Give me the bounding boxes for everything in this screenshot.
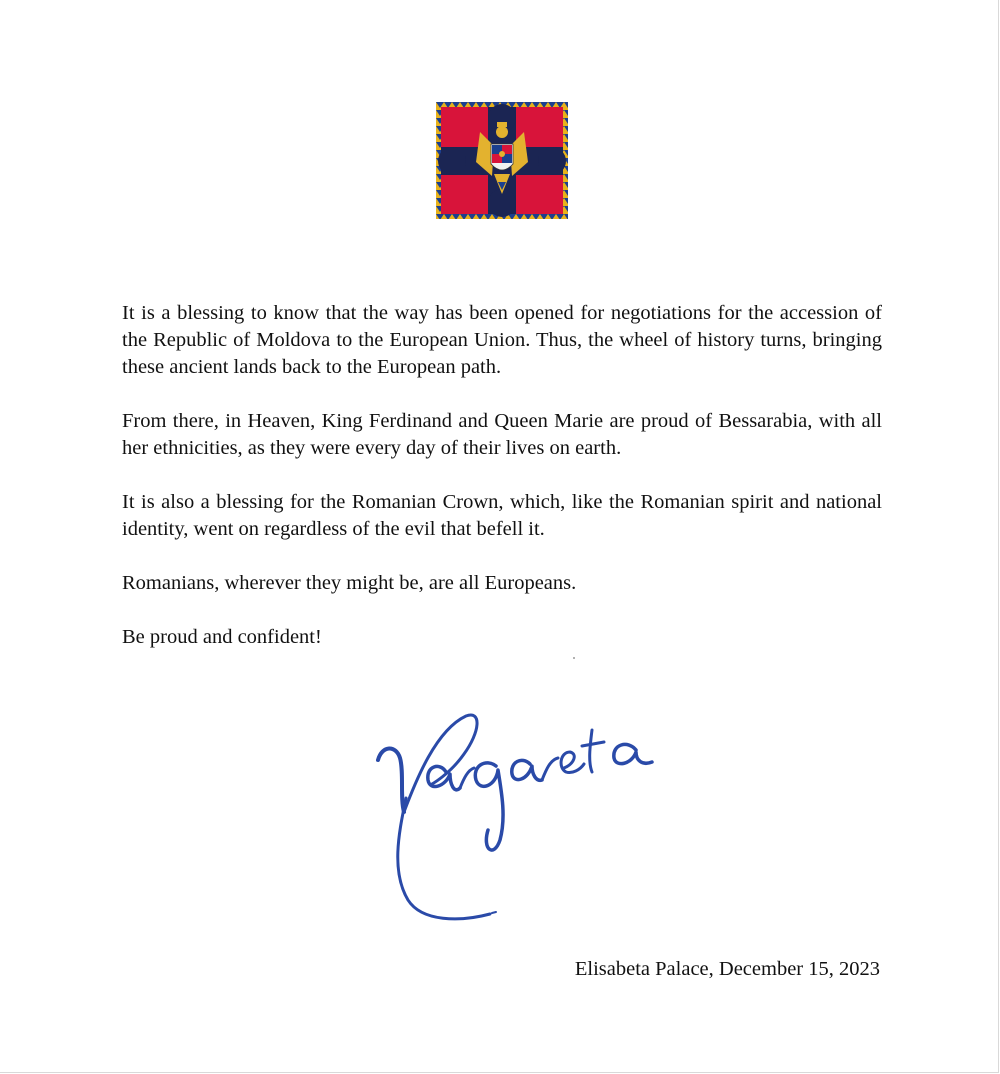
letter-paragraph: From there, in Heaven, King Ferdinand and Queen Marie are proud of Bessarabia, with all her ethnicities, as they were every day of their lives on earth. bbox=[122, 410, 882, 459]
letter-paragraph: Romanians, wherever they might be, are all Europeans. bbox=[122, 572, 577, 594]
closing-place-date: Elisabeta Palace, December 15, 2023 bbox=[574, 958, 880, 980]
letter-paragraph: It is a blessing to know that the way has been opened for negotiations for the accession of the Republic of Moldova to the European Union. Thus, the wheel of history turns, bringing these ancient lands back to the European path. bbox=[122, 302, 882, 378]
letter-paragraph: It is also a blessing for the Romanian Crown, which, like the Romanian spirit and national identity, went on regardless of the evil that befell it. bbox=[122, 491, 882, 540]
royal-standard-crest-icon bbox=[436, 102, 568, 219]
letter-paragraph: Be proud and confident! bbox=[122, 626, 322, 648]
handwritten-signature bbox=[360, 700, 680, 930]
ink-speck bbox=[573, 657, 575, 659]
letter-body bbox=[122, 300, 882, 678]
